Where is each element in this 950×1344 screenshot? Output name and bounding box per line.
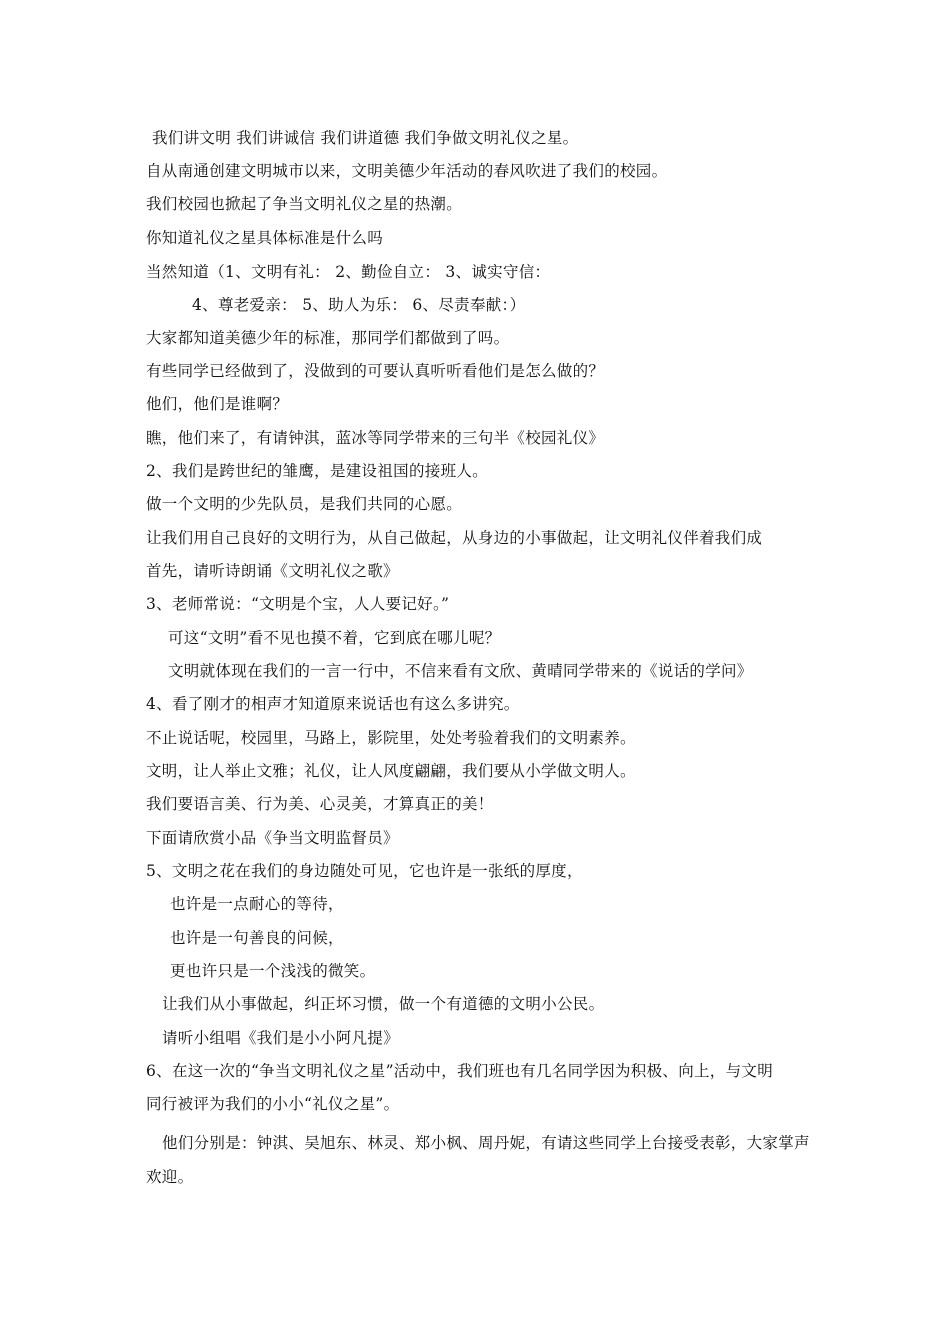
text-line: 自从南通创建文明城市以来，文明美德少年活动的春风吹进了我们的校园。 [146, 162, 668, 180]
text-line: 有些同学已经做到了，没做到的可要认真听听看他们是怎么做的？ [146, 362, 605, 380]
text-line: 你知道礼仪之星具体标准是什么吗 [146, 229, 384, 247]
text-line: 我们校园也掀起了争当文明礼仪之星的热潮。 [146, 195, 463, 213]
text-line: 让我们用自己良好的文明行为，从自己做起，从身边的小事做起，让文明礼仪伴着我们成 [146, 529, 763, 547]
text-line: 他们，他们是谁啊？ [146, 395, 289, 413]
text-line: 文明就体现在我们的一言一行中，不信来看有文欣、黄晴同学带来的《说话的学问》 [168, 662, 753, 680]
text-line: 同行被评为我们的小小“礼仪之星”。 [146, 1095, 400, 1113]
text-line: 瞧，他们来了，有请钟淇，蓝冰等同学带来的三句半《校园礼仪》 [146, 429, 605, 447]
text-line: 我们要语言美、行为美、心灵美，才算真正的美！ [146, 795, 494, 813]
text-line: 也许是一点耐心的等待， [170, 895, 344, 913]
text-line: 3、老师常说：“文明是个宝，人人要记好。” [146, 595, 450, 613]
text-line: 欢迎。 [146, 1168, 194, 1186]
text-line: 他们分别是：钟淇、吴旭东、林灵、郑小枫、周丹妮，有请这些同学上台接受表彰，大家掌声 [162, 1134, 810, 1152]
text-line: 可这“文明”看不见也摸不着，它到底在哪儿呢？ [168, 629, 501, 647]
text-line: 首先，请听诗朗诵《文明礼仪之歌》 [146, 562, 399, 580]
text-line: 6、在这一次的“争当文明礼仪之星”活动中，我们班也有几名同学因为积极、向上，与文明 [146, 1062, 774, 1080]
text-line: 我们讲文明 我们讲诚信 我们讲道德 我们争做文明礼仪之星。 [152, 129, 579, 147]
text-line: 让我们从小事做起，纠正坏习惯，做一个有道德的文明小公民。 [162, 995, 605, 1013]
text-line: 2、我们是跨世纪的雏鹰，是建设祖国的接班人。 [146, 462, 488, 480]
text-line: 大家都知道美德少年的标准，那同学们都做到了吗。 [146, 329, 510, 347]
text-line: 当然知道（1、文明有礼： 2、勤俭自立： 3、诚实守信： [146, 263, 551, 281]
text-line: 4、尊老爱亲： 5、助人为乐： 6、尽责奉献：） [192, 296, 526, 314]
text-line: 不止说话呢，校园里，马路上，影院里，处处考验着我们的文明素养。 [146, 729, 636, 747]
text-line: 做一个文明的少先队员，是我们共同的心愿。 [146, 495, 463, 513]
text-line: 请听小组唱《我们是小小阿凡提》 [162, 1029, 400, 1047]
text-line: 下面请欣赏小品《争当文明监督员》 [146, 829, 399, 847]
text-line: 也许是一句善良的问候， [170, 929, 344, 947]
text-line: 文明，让人举止文雅；礼仪，让人风度翩翩，我们要从小学做文明人。 [146, 762, 636, 780]
text-line: 5、文明之花在我们的身边随处可见，它也许是一张纸的厚度， [146, 862, 583, 880]
text-line: 更也许只是一个浅浅的微笑。 [170, 962, 376, 980]
text-line: 4、看了刚才的相声才知道原来说话也有这么多讲究。 [146, 695, 520, 713]
